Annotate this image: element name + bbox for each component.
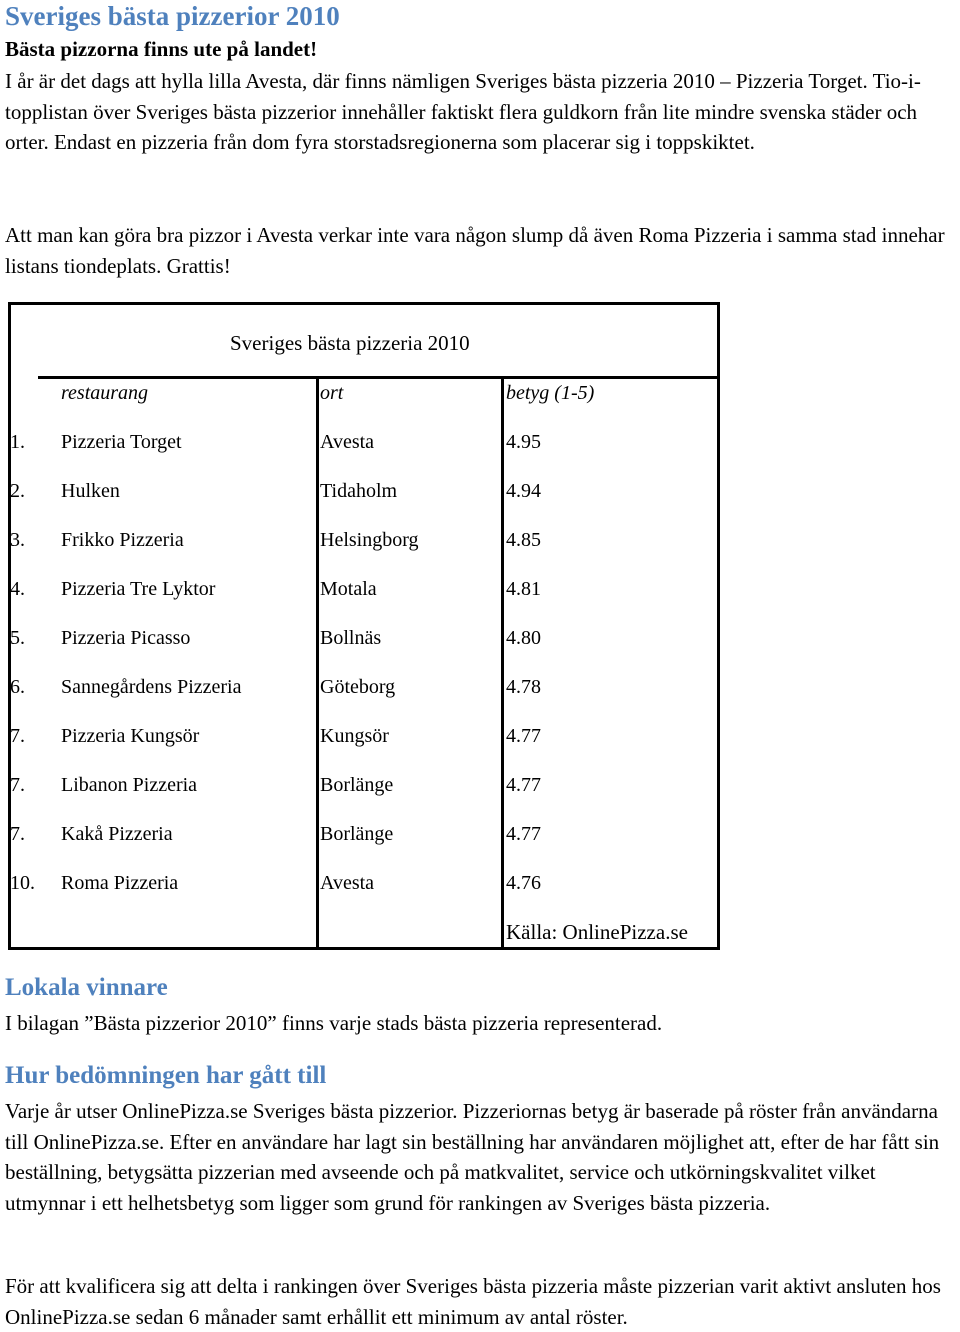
table-cell-rank: 7. xyxy=(10,725,25,747)
table-cell-rank: 2. xyxy=(10,480,25,502)
table-cell-town: Bollnäs xyxy=(320,627,382,649)
table-cell-score: 4.80 xyxy=(506,627,541,649)
table-cell-rank: 1. xyxy=(10,431,25,453)
table-cell-score: 4.81 xyxy=(506,578,541,600)
table-rule-right-top xyxy=(717,302,720,379)
table-cell-score: 4.94 xyxy=(506,480,541,502)
table-cell-restaurant: Pizzeria Tre Lyktor xyxy=(61,578,216,600)
intro-paragraph-2: Att man kan göra bra pizzor i Avesta verkar inte vara någon slump då även Roma Pizzeria i samma stad innehar listans tiondeplats. Grattis! xyxy=(5,223,945,278)
table-cell-town: Avesta xyxy=(320,872,375,894)
table-cell-score: 4.77 xyxy=(506,725,541,747)
assessment-paragraph-1: Varje år utser OnlinePizza.se Sveriges bästa pizzerior. Pizzeriornas betyg är baserade på röster från användarna till OnlinePizza.se. Efter en användare har lagt sin beställning har användaren möjlighet att, efter de har fått sin beställning, betygsätta pizzerian med avseende och på matkvalitet, service och utkörningskvalitet vilket utmynnar i ett helhetsbetyg som ligger som grund för rankingen av Sveriges bästa pizzeria. xyxy=(5,1099,940,1215)
table-cell-rank: 4. xyxy=(10,578,25,600)
table-cell-town: Borlänge xyxy=(320,823,394,845)
page-title: Sveriges bästa pizzerior 2010 xyxy=(5,1,340,31)
table-cell-score: 4.77 xyxy=(506,774,541,796)
table-header-town: ort xyxy=(320,382,344,404)
table-caption: Sveriges bästa pizzeria 2010 xyxy=(230,331,470,355)
table-source: Källa: OnlinePizza.se xyxy=(506,920,688,944)
table-cell-town: Borlänge xyxy=(320,774,394,796)
table-cell-restaurant: Pizzeria Picasso xyxy=(61,627,191,649)
section-heading-local-winners: Lokala vinnare xyxy=(5,974,168,1001)
table-rule-right-bottom xyxy=(717,376,720,950)
table-cell-score: 4.85 xyxy=(506,529,541,551)
table-cell-town: Göteborg xyxy=(320,676,396,698)
table-rule-col-2 xyxy=(501,376,504,950)
table-cell-town: Tidaholm xyxy=(320,480,398,502)
table-cell-score: 4.77 xyxy=(506,823,541,845)
table-cell-restaurant: Pizzeria Torget xyxy=(61,431,182,453)
assessment-paragraph-2: För att kvalificera sig att delta i rankingen över Sveriges bästa pizzeria måste pizzerian varit aktivt ansluten hos OnlinePizza.se sedan 6 månader samt erhållit ett minimum av antal röster. xyxy=(5,1274,941,1329)
table-cell-score: 4.95 xyxy=(506,431,541,453)
table-cell-restaurant: Libanon Pizzeria xyxy=(61,774,198,796)
table-cell-rank: 7. xyxy=(10,774,25,796)
table-cell-restaurant: Kakå Pizzeria xyxy=(61,823,173,845)
table-header-score: betyg (1-5) xyxy=(506,382,595,404)
table-cell-rank: 5. xyxy=(10,627,25,649)
table-cell-score: 4.78 xyxy=(506,676,541,698)
table-cell-restaurant: Pizzeria Kungsör xyxy=(61,725,200,747)
table-rule-bottom xyxy=(8,947,720,950)
table-cell-restaurant: Sannegårdens Pizzeria xyxy=(61,676,242,698)
table-cell-restaurant: Roma Pizzeria xyxy=(61,872,179,894)
table-cell-restaurant: Frikko Pizzeria xyxy=(61,529,184,551)
section-heading-assessment: Hur bedömningen har gått till xyxy=(5,1062,327,1089)
table-cell-town: Motala xyxy=(320,578,377,600)
table-cell-score: 4.76 xyxy=(506,872,541,894)
table-cell-rank: 10. xyxy=(10,872,35,894)
table-cell-town: Helsingborg xyxy=(320,529,419,551)
table-cell-restaurant: Hulken xyxy=(61,480,120,502)
table-cell-town: Avesta xyxy=(320,431,375,453)
table-rule-col-1 xyxy=(316,376,319,950)
subheading: Bästa pizzorna finns ute på landet! xyxy=(5,37,318,61)
table-cell-rank: 6. xyxy=(10,676,25,698)
table-cell-rank: 3. xyxy=(10,529,25,551)
table-cell-rank: 7. xyxy=(10,823,25,845)
table-cell-town: Kungsör xyxy=(320,725,389,747)
table-rule-top xyxy=(8,302,720,305)
intro-paragraph-1: I år är det dags att hylla lilla Avesta, där finns nämligen Sveriges bästa pizzeria 2010 – Pizzeria Torget. Tio-i-topplistan över Sveriges bästa pizzerior innehåller faktiskt flera guldkorn från lite mindre svenska städer och orter. Endast en pizzeria från dom fyra storstadsregionerna som placerar sig i toppskiktet. xyxy=(5,69,921,155)
local-winners-paragraph: I bilagan ”Bästa pizzerior 2010” finns varje stads bästa pizzeria representerad. xyxy=(5,1011,663,1035)
table-rule-caption-bottom xyxy=(38,376,720,379)
table-header-restaurant: restaurang xyxy=(61,382,149,404)
